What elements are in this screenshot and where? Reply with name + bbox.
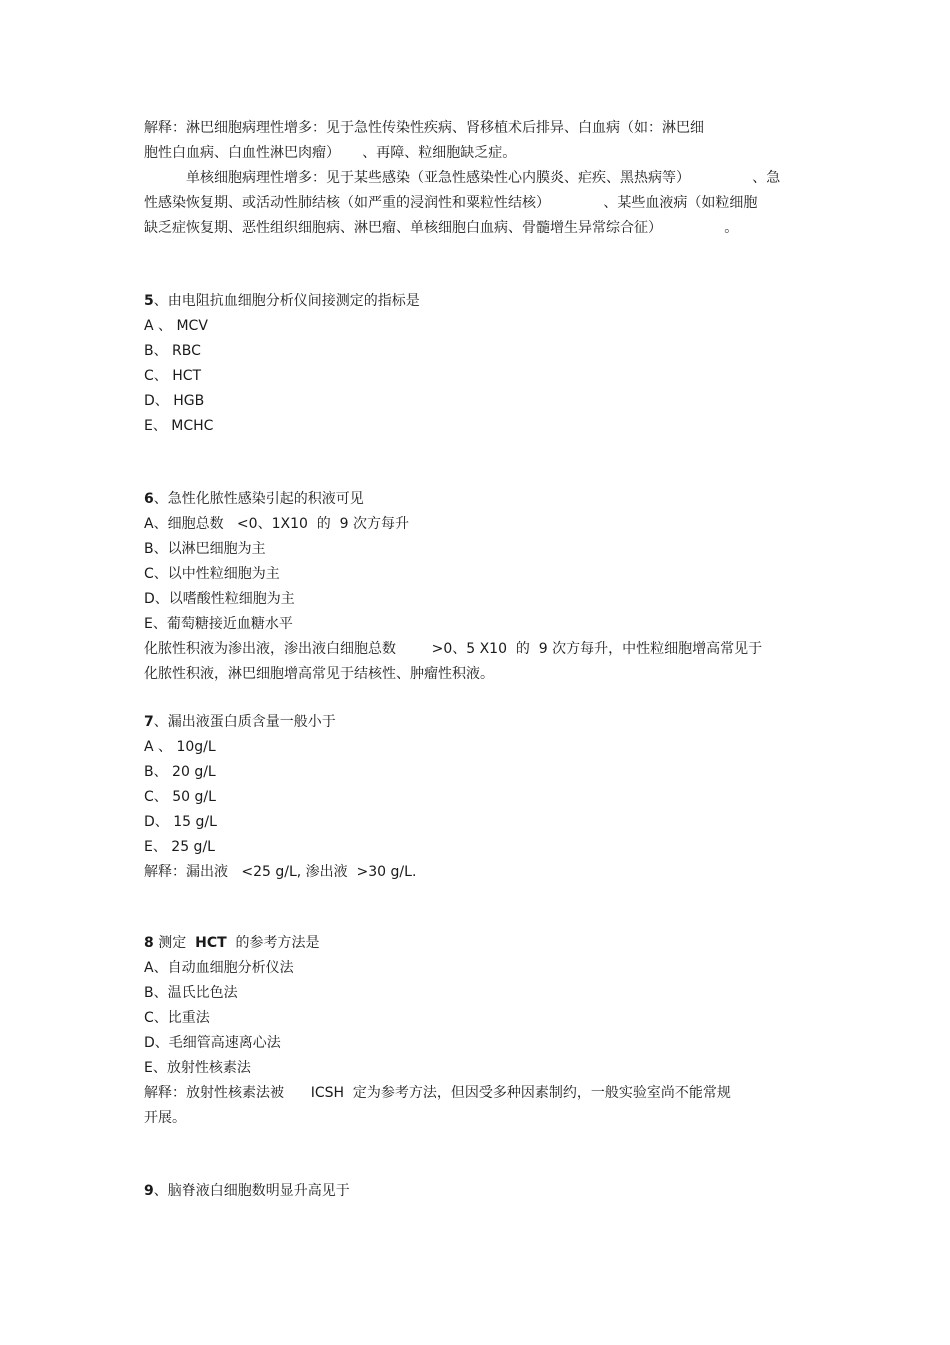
option-e: E、葡萄糖接近血糖水平 [144,616,293,632]
option-c: C、 HCT [144,368,202,384]
option-b: B、温氏比色法 [144,985,238,1001]
explanation-line: 缺乏症恢复期、恶性组织细胞病、淋巴瘤、单核细胞白血病、骨髓增生异常综合征） 。 [144,220,739,236]
option-c: C、以中性粒细胞为主 [144,566,280,582]
explanation-line: 解释：放射性核素法被 ICSH 定为参考方法，但因受多种因素制约，一般实验室尚不能常规 [144,1085,731,1101]
question-text: 、漏出液蛋白质含量一般小于 [153,714,336,730]
question-stem [144,1179,824,1204]
explanation-block [144,116,824,241]
explanation-line: 性感染恢复期、或活动性肺结核（如严重的浸润性和粟粒性结核） 、某些血液病（如粒细胞 [144,195,758,211]
explanation-line: 解释：淋巴细胞病理性增多：见于急性传染性疾病、肾移植术后排异、白血病（如：淋巴细 [144,120,704,136]
option-d: D、以嗜酸性粒细胞为主 [144,591,295,607]
option-a: A 、 MCV [144,318,208,334]
question-text-prefix: 测定 [153,935,196,951]
option-e: E、 MCHC [144,418,214,434]
option-e: E、放射性核素法 [144,1060,251,1076]
explanation-line: 解释：漏出液 <25 g/L, 渗出液 >30 g/L. [144,864,417,880]
question-stem [144,289,824,314]
explanation-line: 化脓性积液，淋巴细胞增高常见于结核性、肿瘤性积液。 [144,666,494,682]
option-d: D、毛细管高速离心法 [144,1035,281,1051]
explanation-line: 单核细胞病理性增多：见于某些感染（亚急性感染性心内膜炎、疟疾、黑热病等） 、急 [186,170,781,186]
question-stem [144,487,824,512]
question-6 [144,487,824,687]
question-number: 8 [144,935,154,951]
explanation-line: 胞性白血病、白血性淋巴肉瘤） 、再障、粒细胞缺乏症。 [144,145,517,161]
option-b: B、以淋巴细胞为主 [144,541,266,557]
explanation-line: 化脓性积液为渗出液，渗出液白细胞总数 >0、5 X10 的 9 次方每升，中性粒细胞增高常见于 [144,641,763,657]
question-8 [144,931,824,1131]
question-text: 、急性化脓性感染引起的积液可见 [153,491,364,507]
question-number: 7 [144,714,154,730]
option-c: C、 50 g/L [144,789,216,805]
option-d: D、 HGB [144,393,205,409]
option-a: A、自动血细胞分析仪法 [144,960,294,976]
option-b: B、 20 g/L [144,764,216,780]
option-b: B、 RBC [144,343,201,359]
question-number: 5 [144,293,154,309]
question-5 [144,289,824,439]
question-number: 6 [144,491,154,507]
option-e: E、 25 g/L [144,839,215,855]
question-text: 、由电阻抗血细胞分析仪间接测定的指标是 [153,293,420,309]
question-text-suffix: 的参考方法是 [226,935,320,951]
option-a: A、细胞总数 <0、1X10 的 9 次方每升 [144,516,410,532]
option-d: D、 15 g/L [144,814,217,830]
explanation-line: 开展。 [144,1110,186,1126]
question-text: 、脑脊液白细胞数明显升高见于 [153,1183,350,1199]
question-stem [144,710,824,735]
option-a: A 、 10g/L [144,739,216,755]
question-number: 9 [144,1183,154,1199]
option-c: C、比重法 [144,1010,210,1026]
question-7 [144,710,824,885]
question-text-bold: HCT [195,935,227,951]
question-9 [144,1179,824,1204]
question-stem [144,931,824,956]
document-page [144,116,824,1204]
